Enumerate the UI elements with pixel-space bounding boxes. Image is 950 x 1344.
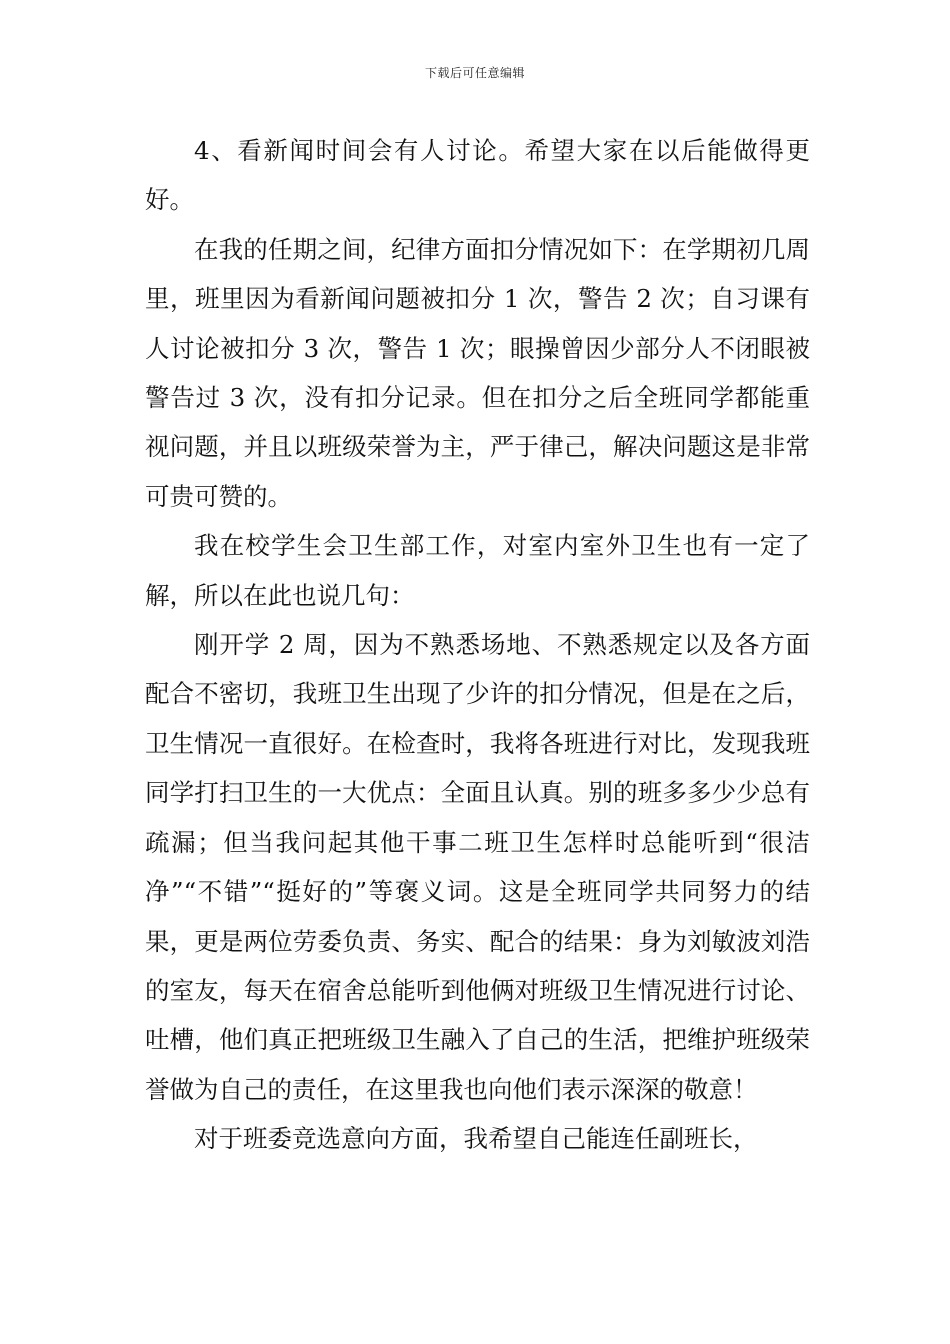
page-header: 下载后可任意编辑 [424, 66, 525, 80]
paragraph-hygiene-details: 刚开学 2 周，因为不熟悉场地、不熟悉规定以及各方面配合不密切，我班卫生出现了少许的扣分情况，但是在之后，卫生情况一直很好。在检查时，我将各班进行对比，发现我班同学打扫卫生的一大优点：全面且认真。别的班多多少少总有疏漏；但当我问起其他干事二班卫生怎样时总能听到“很洁净”“不错”“挺好的”等褒义词。这是全班同学共同努力的结果，更是两位劳委负责、务实、配合的结果：身为刘敏波刘浩的室友，每天在宿舍总能听到他俩对班级卫生情况进行讨论、吐槽，他们真正把班级卫生融入了自己的生活，把维护班级荣誉做为自己的责任，在这里我也向他们表示深深的敬意！ [145, 630, 810, 1104]
paragraph-election-intent: 对于班委竞选意向方面，我希望自己能连任副班长， [194, 1124, 758, 1154]
paragraph-hygiene-intro: 我在校学生会卫生部工作，对室内室外卫生也有一定了解，所以在此也说几句： [145, 531, 810, 610]
paragraph-discipline: 在我的任期之间，纪律方面扣分情况如下：在学期初几周里，班里因为看新闻问题被扣分 1 次，警告 2 次；自习课有人讨论被扣分 3 次，警告 1 次；眼操曾因少部分人不闭眼被警告过 3 次，没有扣分记录。但在扣分之后全班同学都能重视问题，并且以班级荣誉为主，严于律己，解决问题这是非常可贵可赞的。 [145, 234, 810, 511]
paragraph-news-discussion: 4、看新闻时间会有人讨论。希望大家在以后能做得更好。 [145, 136, 810, 215]
document-body [145, 126, 810, 1164]
